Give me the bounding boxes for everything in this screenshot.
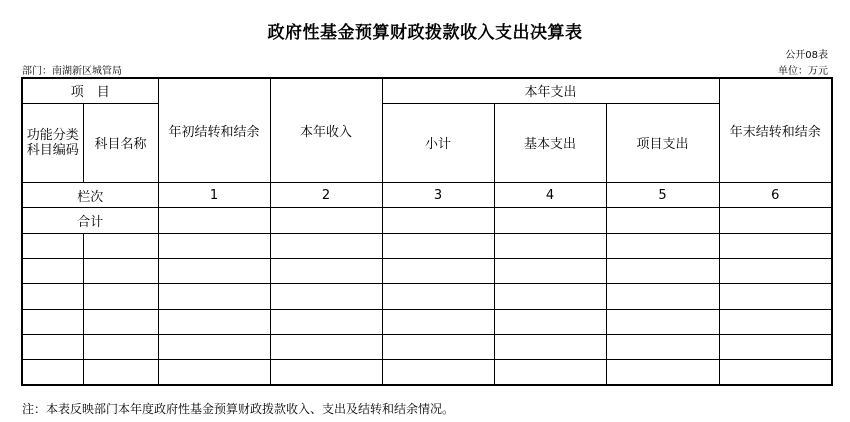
header-current-income: 本年收入 <box>270 78 382 182</box>
header-subtotal: 小计 <box>382 103 494 182</box>
table-cell <box>606 360 719 385</box>
table-cell <box>270 258 382 283</box>
col-number-5: 5 <box>606 182 719 207</box>
table-cell <box>719 309 832 334</box>
table-cell <box>606 309 719 334</box>
table-cell <box>494 309 606 334</box>
footnote: 注：本表反映部门本年度政府性基金预算财政拨款收入、支出及结转和结余情况。 <box>22 402 455 416</box>
table-cell <box>382 258 494 283</box>
total-label: 合计 <box>22 208 158 233</box>
table-cell <box>270 334 382 359</box>
header-closing-balance: 年末结转和结余 <box>719 78 832 182</box>
col-number-3: 3 <box>382 182 494 207</box>
table-cell <box>83 309 158 334</box>
table-cell <box>83 334 158 359</box>
col-number-6: 6 <box>719 182 832 207</box>
table-cell <box>83 360 158 385</box>
table-row <box>22 284 832 309</box>
table-cell <box>158 258 270 283</box>
table-cell <box>719 233 832 258</box>
department-label: 部门：南湖新区城管局 <box>22 66 122 77</box>
table-cell <box>83 258 158 283</box>
table-cell <box>83 284 158 309</box>
table-cell <box>382 233 494 258</box>
table-cell <box>719 360 832 385</box>
table-cell <box>270 284 382 309</box>
table-cell <box>494 360 606 385</box>
table-cell <box>606 233 719 258</box>
table-cell <box>83 233 158 258</box>
col-number-2: 2 <box>270 182 382 207</box>
row-label: 栏次 <box>22 182 158 207</box>
table-cell <box>22 309 83 334</box>
table-row <box>22 309 832 334</box>
table-row <box>22 360 832 385</box>
table-cell <box>382 208 494 233</box>
empty-rows <box>22 233 832 385</box>
table-cell <box>22 334 83 359</box>
table-cell <box>494 284 606 309</box>
unit-label: 单位：万元 <box>778 66 828 77</box>
table-cell <box>382 360 494 385</box>
table-cell <box>158 233 270 258</box>
header-basic-expense: 基本支出 <box>494 103 606 182</box>
table-cell <box>606 208 719 233</box>
table-cell <box>719 334 832 359</box>
table-cell <box>606 334 719 359</box>
report-title: 政府性基金预算财政拨款收入支出决算表 <box>267 23 583 43</box>
table-cell <box>719 284 832 309</box>
header-func-code: 功能分类 科目编码 <box>22 103 83 182</box>
table-cell <box>158 284 270 309</box>
table-cell <box>158 360 270 385</box>
header-item: 项 目 <box>22 78 158 103</box>
table-cell <box>22 233 83 258</box>
table-cell <box>270 309 382 334</box>
table-cell <box>270 360 382 385</box>
table-cell <box>494 233 606 258</box>
table-cell <box>606 284 719 309</box>
col-number-4: 4 <box>494 182 606 207</box>
header-opening-balance: 年初结转和结余 <box>158 78 270 182</box>
table-cell <box>270 233 382 258</box>
form-number: 公开08表 <box>785 50 828 61</box>
table-row <box>22 258 832 283</box>
table-row <box>22 334 832 359</box>
table-cell <box>22 258 83 283</box>
table-cell <box>606 258 719 283</box>
table-cell <box>382 284 494 309</box>
table-cell <box>382 309 494 334</box>
table-cell <box>382 334 494 359</box>
table-cell <box>158 334 270 359</box>
table-cell <box>719 258 832 283</box>
table-cell <box>270 208 382 233</box>
header-subject-name: 科目名称 <box>83 103 158 182</box>
header-current-expense: 本年支出 <box>382 78 719 103</box>
table-cell <box>158 208 270 233</box>
header-project-expense: 项目支出 <box>606 103 719 182</box>
table-cell <box>719 208 832 233</box>
table-cell <box>494 208 606 233</box>
budget-table <box>21 77 833 386</box>
table-cell <box>22 284 83 309</box>
col-number-1: 1 <box>158 182 270 207</box>
table-cell <box>494 334 606 359</box>
table-cell <box>158 309 270 334</box>
table-cell <box>494 258 606 283</box>
table-row <box>22 233 832 258</box>
table-cell <box>22 360 83 385</box>
